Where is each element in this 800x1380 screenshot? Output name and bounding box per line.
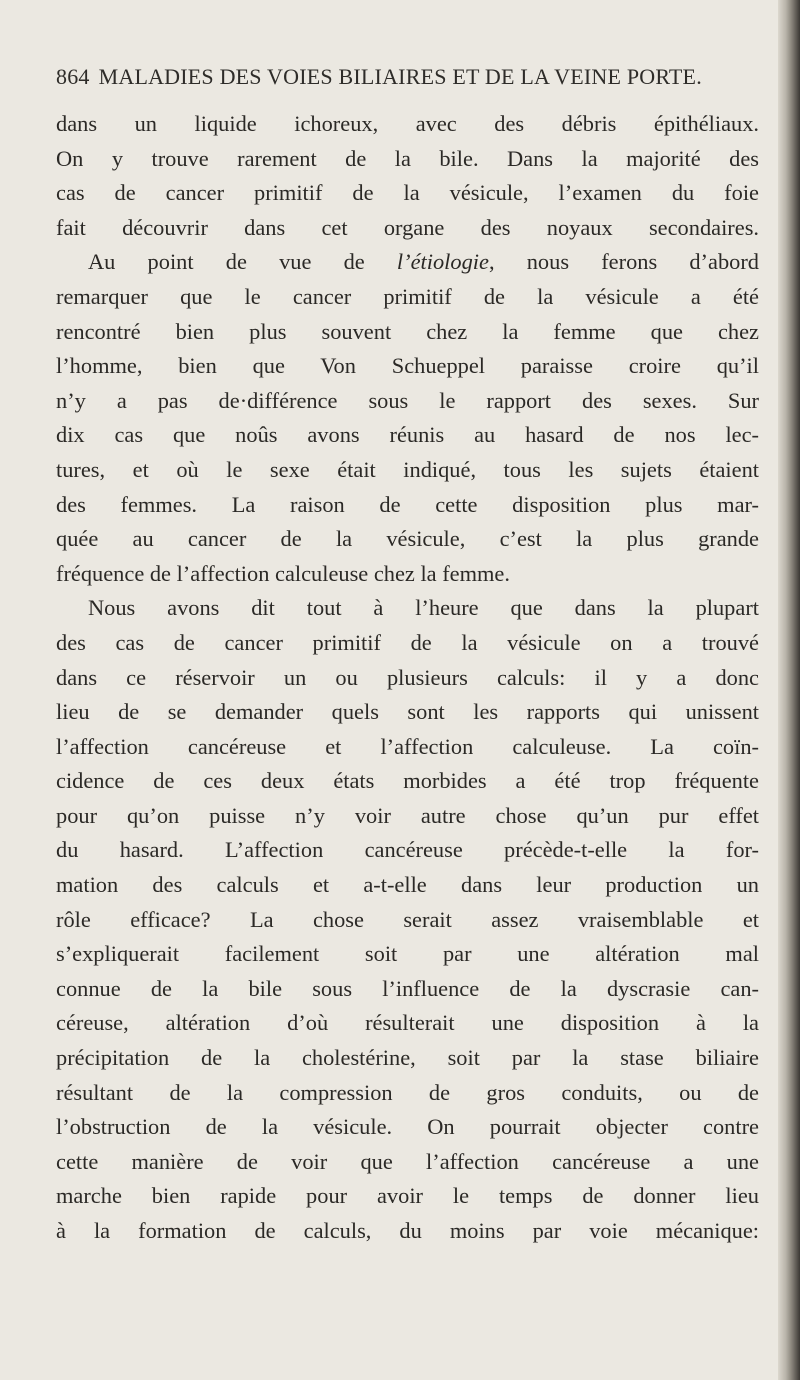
text-line: fréquence de l’affection calculeuse chez la femme.	[56, 560, 510, 586]
text-line: rencontré bien plus souvent chez la femme que chez	[56, 318, 759, 344]
text-line: cas de cancer primitif de la vésicule, l’examen du foie	[56, 180, 759, 206]
text-line: remarquer que le cancer primitif de la vésicule a été	[56, 283, 759, 309]
text-line: du hasard. L’affection cancéreuse précède-t-elle la for-	[56, 837, 759, 863]
running-head-title: MALADIES DES VOIES BILIAIRES ET DE LA VEINE PORTE.	[98, 64, 702, 89]
text-run: Au point de vue de	[88, 249, 397, 275]
text-line: à la formation de calculs, du moins par voie mécanique:	[56, 1218, 759, 1243]
page-number: 864	[56, 64, 90, 89]
text-line: Nous avons dit tout à l’heure que dans la plupart	[88, 595, 759, 621]
text-line: des femmes. La raison de cette disposition plus mar-	[56, 491, 759, 517]
text-line: dans ce réservoir un ou plusieurs calculs: il y a donc	[56, 664, 759, 690]
text-line: pour qu’on puisse n’y voir autre chose qu’un pur effet	[56, 802, 759, 828]
text-line: l’affection cancéreuse et l’affection calculeuse. La coïn-	[56, 733, 759, 759]
text-line: céreuse, altération d’où résulterait une disposition à la	[56, 1010, 759, 1036]
text-line: cidence de ces deux états morbides a été trop fréquente	[56, 768, 759, 794]
text-line: mation des calculs et a-t-elle dans leur production un	[56, 872, 759, 898]
text-line: lieu de se demander quels sont les rapports qui unissent	[56, 699, 759, 725]
text-line: cette manière de voir que l’affection cancéreuse a une	[56, 1148, 759, 1174]
text-line: dix cas que noûs avons réunis au hasard de nos lec-	[56, 422, 759, 448]
text-line: précipitation de la cholestérine, soit par la stase biliaire	[56, 1045, 759, 1071]
text-line: connue de la bile sous l’influence de la dyscrasie can-	[56, 975, 759, 1001]
text-line: rôle efficace? La chose serait assez vraisemblable et	[56, 906, 759, 932]
text-line: résultant de la compression de gros conduits, ou de	[56, 1079, 759, 1105]
text-line: tures, et où le sexe était indiqué, tous les sujets étaient	[56, 456, 759, 482]
text-line: quée au cancer de la vésicule, c’est la plus grande	[56, 526, 759, 552]
running-head	[56, 64, 756, 90]
text-line	[56, 245, 759, 280]
text-line: n’y a pas de·différence sous le rapport des sexes. Sur	[56, 387, 759, 413]
text-line: des cas de cancer primitif de la vésicule on a trouvé	[56, 629, 759, 655]
text-line: l’homme, bien que Von Schueppel paraisse croire qu’il	[56, 353, 759, 379]
text-run: , nous ferons d’abord	[488, 249, 759, 275]
body-text	[56, 107, 759, 1249]
text-line: marche bien rapide pour avoir le temps de donner lieu	[56, 1183, 759, 1209]
italic-term: l’étiologie	[396, 249, 489, 275]
text-line: On y trouve rarement de la bile. Dans la majorité des	[56, 145, 759, 171]
text-line: l’obstruction de la vésicule. On pourrait objecter contre	[56, 1114, 759, 1140]
page-binding-edge	[778, 0, 800, 1380]
text-line: s’expliquerait facilement soit par une altération mal	[56, 941, 759, 967]
text-line: dans un liquide ichoreux, avec des débris épithéliaux.	[56, 111, 759, 136]
text-line: fait découvrir dans cet organe des noyaux secondaires.	[56, 214, 759, 240]
